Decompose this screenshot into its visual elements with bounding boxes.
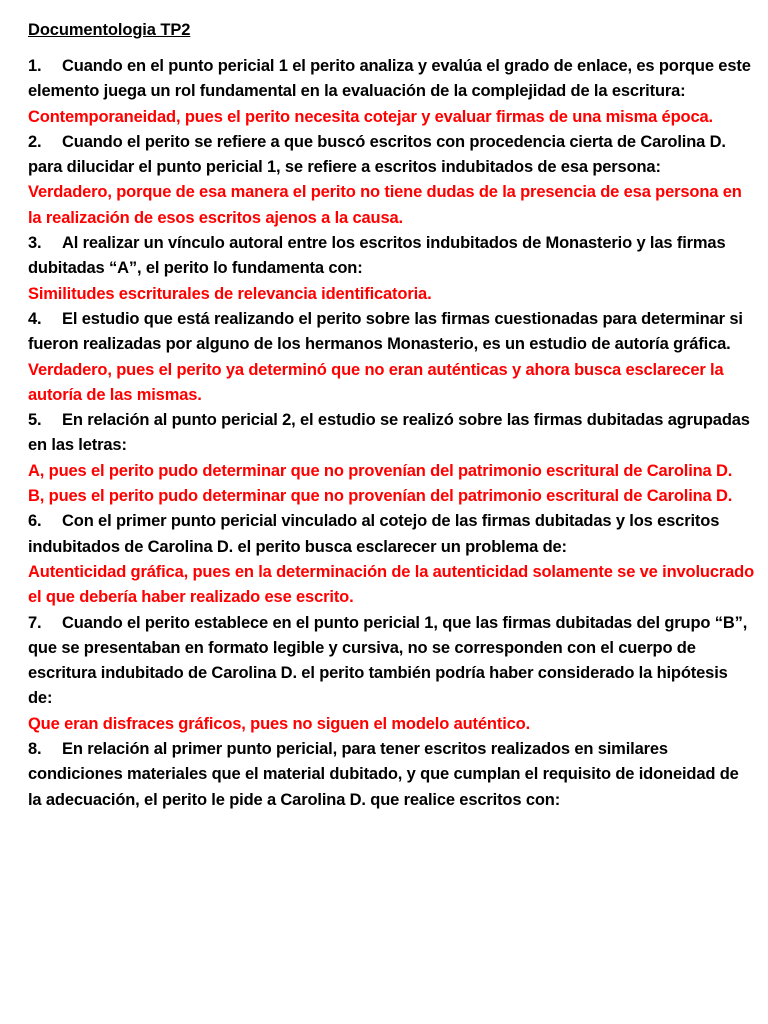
answer-7: Que eran disfraces gráficos, pues no siguen el modelo auténtico. — [28, 714, 531, 733]
question-text: Cuando el perito establece en el punto pericial 1, que las firmas dubitadas del grupo “B”, que se presentaban en formato legible y cursiva, no se corresponden con el cuerpo de escritura indubitado de Carolina D. el perito también podría haber considerado la hipótesis de: — [28, 613, 748, 708]
question-text: Cuando en el punto pericial 1 el perito analiza y evalúa el grado de enlace, es porque este elemento juega un rol fundamental en la evaluación de la complejidad de la escritura: — [28, 57, 751, 101]
answer-2: Verdadero, porque de esa manera el perito no tiene dudas de la presencia de esa persona en la realización de esos escritos ajenos a la causa. — [28, 183, 742, 227]
answer-6: Autenticidad gráfica, pues en la determinación de la autenticidad solamente se ve involucrado el que debería haber realizado ese escrito. — [28, 562, 755, 607]
answer-5a: A, pues el perito pudo determinar que no provenían del patrimonio escritural de Carolina D. — [28, 461, 733, 480]
question-text: En relación al punto pericial 2, el estudio se realizó sobre las firmas dubitadas agrupadas en las letras: — [28, 411, 750, 455]
question-number: 3. — [28, 234, 42, 253]
question-8 — [28, 737, 756, 813]
question-1 — [28, 54, 756, 105]
question-text: El estudio que está realizando el perito sobre las firmas cuestionadas para determinar si fueron realizadas por alguno de los hermanos Monasterio, es un estudio de autoría gráfica. — [28, 309, 743, 354]
question-4 — [28, 307, 756, 358]
question-2 — [28, 130, 756, 181]
question-number: 7. — [28, 613, 42, 632]
question-number: 5. — [28, 411, 42, 430]
answer-5b: B, pues el perito pudo determinar que no provenían del patrimonio escritural de Carolina D. — [28, 487, 733, 506]
question-5 — [28, 408, 756, 459]
answer-1: Contemporaneidad, pues el perito necesita cotejar y evaluar firmas de una misma época. — [28, 107, 713, 126]
document-title: Documentologia TP2 — [28, 21, 191, 39]
question-text: Al realizar un vínculo autoral entre los escritos indubitados de Monasterio y las firmas dubitadas “A”, el perito lo fundamenta con: — [28, 234, 726, 278]
answer-4: Verdadero, pues el perito ya determinó que no eran auténticas y ahora busca esclarecer la autoría de las mismas. — [28, 360, 724, 404]
question-number: 2. — [28, 132, 42, 151]
question-text: Con el primer punto pericial vinculado al cotejo de las firmas dubitadas y los escritos indubitados de Carolina D. el perito busca esclarecer un problema de: — [28, 512, 720, 556]
question-7 — [28, 611, 756, 712]
question-number: 4. — [28, 309, 42, 328]
question-number: 8. — [28, 740, 42, 759]
question-6 — [28, 509, 756, 560]
question-number: 6. — [28, 512, 42, 531]
question-3 — [28, 231, 756, 282]
answer-3: Similitudes escriturales de relevancia identificatoria. — [28, 284, 432, 303]
question-number: 1. — [28, 57, 42, 75]
question-text: Cuando el perito se refiere a que buscó escritos con procedencia cierta de Carolina D. para dilucidar el punto pericial 1, se refiere a escritos indubitados de esa persona: — [28, 132, 726, 177]
question-text: En relación al primer punto pericial, para tener escritos realizados en similares condiciones materiales que el material dubitado, y que cumplan el requisito de idoneidad de la adecuación, el perito le pide a Carolina D. que realice escritos con: — [28, 740, 739, 809]
document-page — [28, 18, 756, 813]
